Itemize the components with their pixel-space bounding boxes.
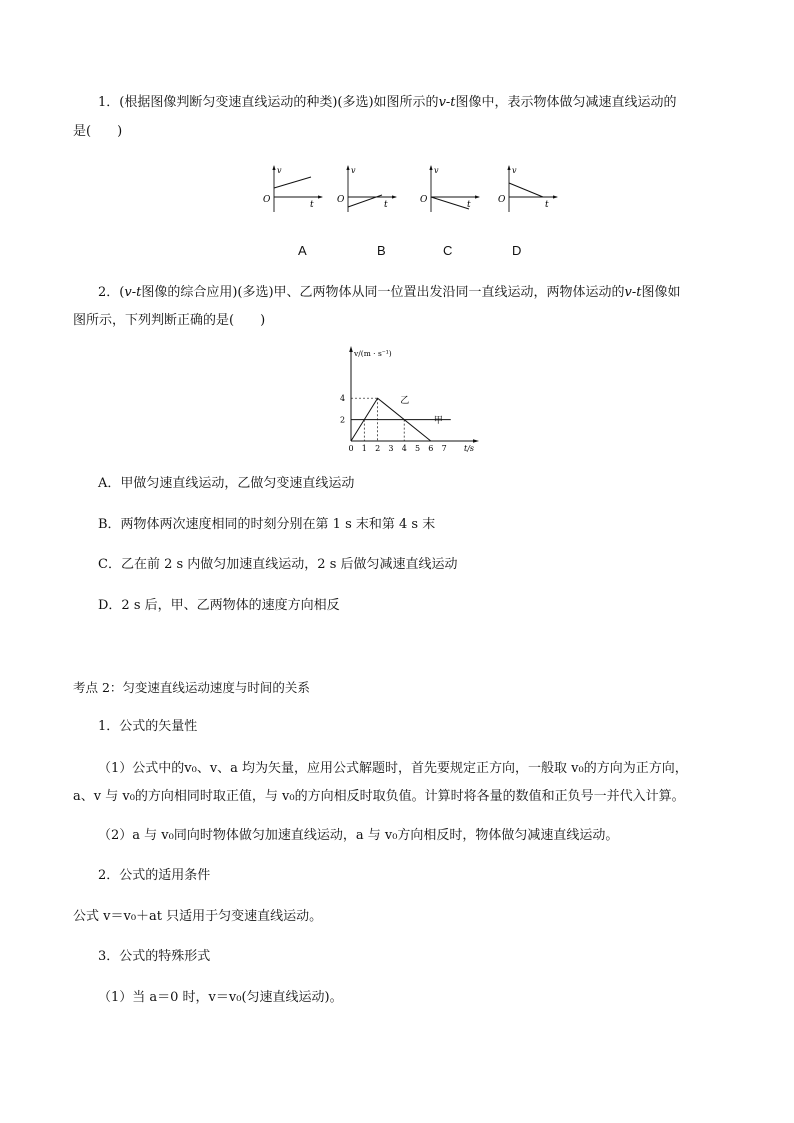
q1-label-b: B [377,243,386,258]
origin-label: O [420,195,428,205]
q2-stem-vt1: v-t [124,285,142,300]
q1-graph-a [262,164,324,216]
section2-p2: （2）a 与 v₀同向时物体做匀加速直线运动，a 与 v₀方向相反时，物体做匀减速直线运动。 [98,828,619,843]
q2-stem-part-c: 图像如 [641,285,681,300]
q2-stem-line1 [98,284,681,302]
x-tick-label: 2 [375,444,381,452]
series-label-yi: 乙 [400,396,410,407]
axis-t-label: t [310,200,314,210]
q1-label-c: C [443,243,453,258]
y-tick-label: 2 [340,415,346,425]
axis-v-label: v [277,166,282,175]
q1-graph-d [497,164,559,216]
chart-xlabel: t/s [464,444,475,452]
x-tick-label: 4 [401,444,407,452]
q1-graph-c [419,164,481,216]
chart-ylabel: v/(m · s⁻¹) [354,349,392,358]
section2-heading: 考点 2：匀变速直线运动速度与时间的关系 [73,680,310,695]
section2-p1-line2: a、v 与 v₀的方向相同时取正值，与 v₀的方向相反时取负值。计算时将各量的数值和正负号一并代入计算。 [73,789,685,804]
axis-t-label: t [467,200,471,210]
q1-stem-part-b: 图像中，表示物体做匀减速直线运动的 [455,95,677,110]
q2-option-d: D．2 s 后，甲、乙两物体的速度方向相反 [98,598,340,613]
section2-sub2: 2．公式的适用条件 [98,868,211,883]
q2-option-a: A．甲做匀速直线运动，乙做匀变速直线运动 [98,476,355,491]
x-tick-label: 5 [415,444,421,452]
series-label-jia: 甲 [433,416,443,427]
q1-stem-part-a: 1．(根据图像判断匀变速直线运动的种类)(多选)如图所示的 [98,95,439,110]
q2-option-c: C．乙在前 2 s 内做匀加速直线运动，2 s 后做匀减速直线运动 [98,557,458,572]
origin-label: O [337,195,345,205]
axis-v-label: v [434,166,439,175]
x-tick-label: 3 [388,444,394,452]
axis-v-label: v [351,166,356,175]
q1-graph-b [336,164,398,216]
x-tick-label: 0 [348,444,354,452]
q2-stem-part-b: 图像的综合应用)(多选)甲、乙两物体从同一位置出发沿同一直线运动，两物体运动的 [141,285,625,300]
q1-label-a: A [298,243,307,258]
axis-v-label: v [512,166,517,175]
section2-sub3: 3．公式的特殊形式 [98,949,211,964]
q1-stem-line2: 是( ) [73,124,123,139]
origin-label: O [498,195,506,205]
q1-stem-vt: v-t [438,95,456,110]
q1-stem-line1 [98,94,677,112]
axis-t-label: t [384,200,388,210]
axis-t-label: t [545,200,549,210]
q1-label-d: D [512,243,522,258]
q2-stem-part-a: 2．( [98,285,125,300]
y-tick-label: 4 [340,394,346,404]
q2-stem-line2: 图所示，下列判断正确的是( ) [73,313,266,328]
origin-label: O [263,195,271,205]
x-tick-label: 1 [361,444,367,452]
x-tick-label: 7 [441,444,447,452]
q2-option-b: B．两物体两次速度相同的时刻分别在第 1 s 末和第 4 s 末 [98,517,436,532]
section2-sub1: 1．公式的矢量性 [98,719,198,734]
section2-p1-line1: （1）公式中的v₀、v、a 均为矢量，应用公式解题时，首先要规定正方向，一般取 v₀的方向为正方向， [98,761,688,776]
section2-p3: 公式 v＝v₀＋at 只适用于匀变速直线运动。 [73,909,323,924]
q2-stem-vt2: v-t [624,285,642,300]
x-tick-label: 6 [428,444,434,452]
q2-vt-chart [336,344,486,452]
section2-p4: （1）当 a＝0 时，v＝v₀(匀速直线运动)。 [98,990,343,1005]
